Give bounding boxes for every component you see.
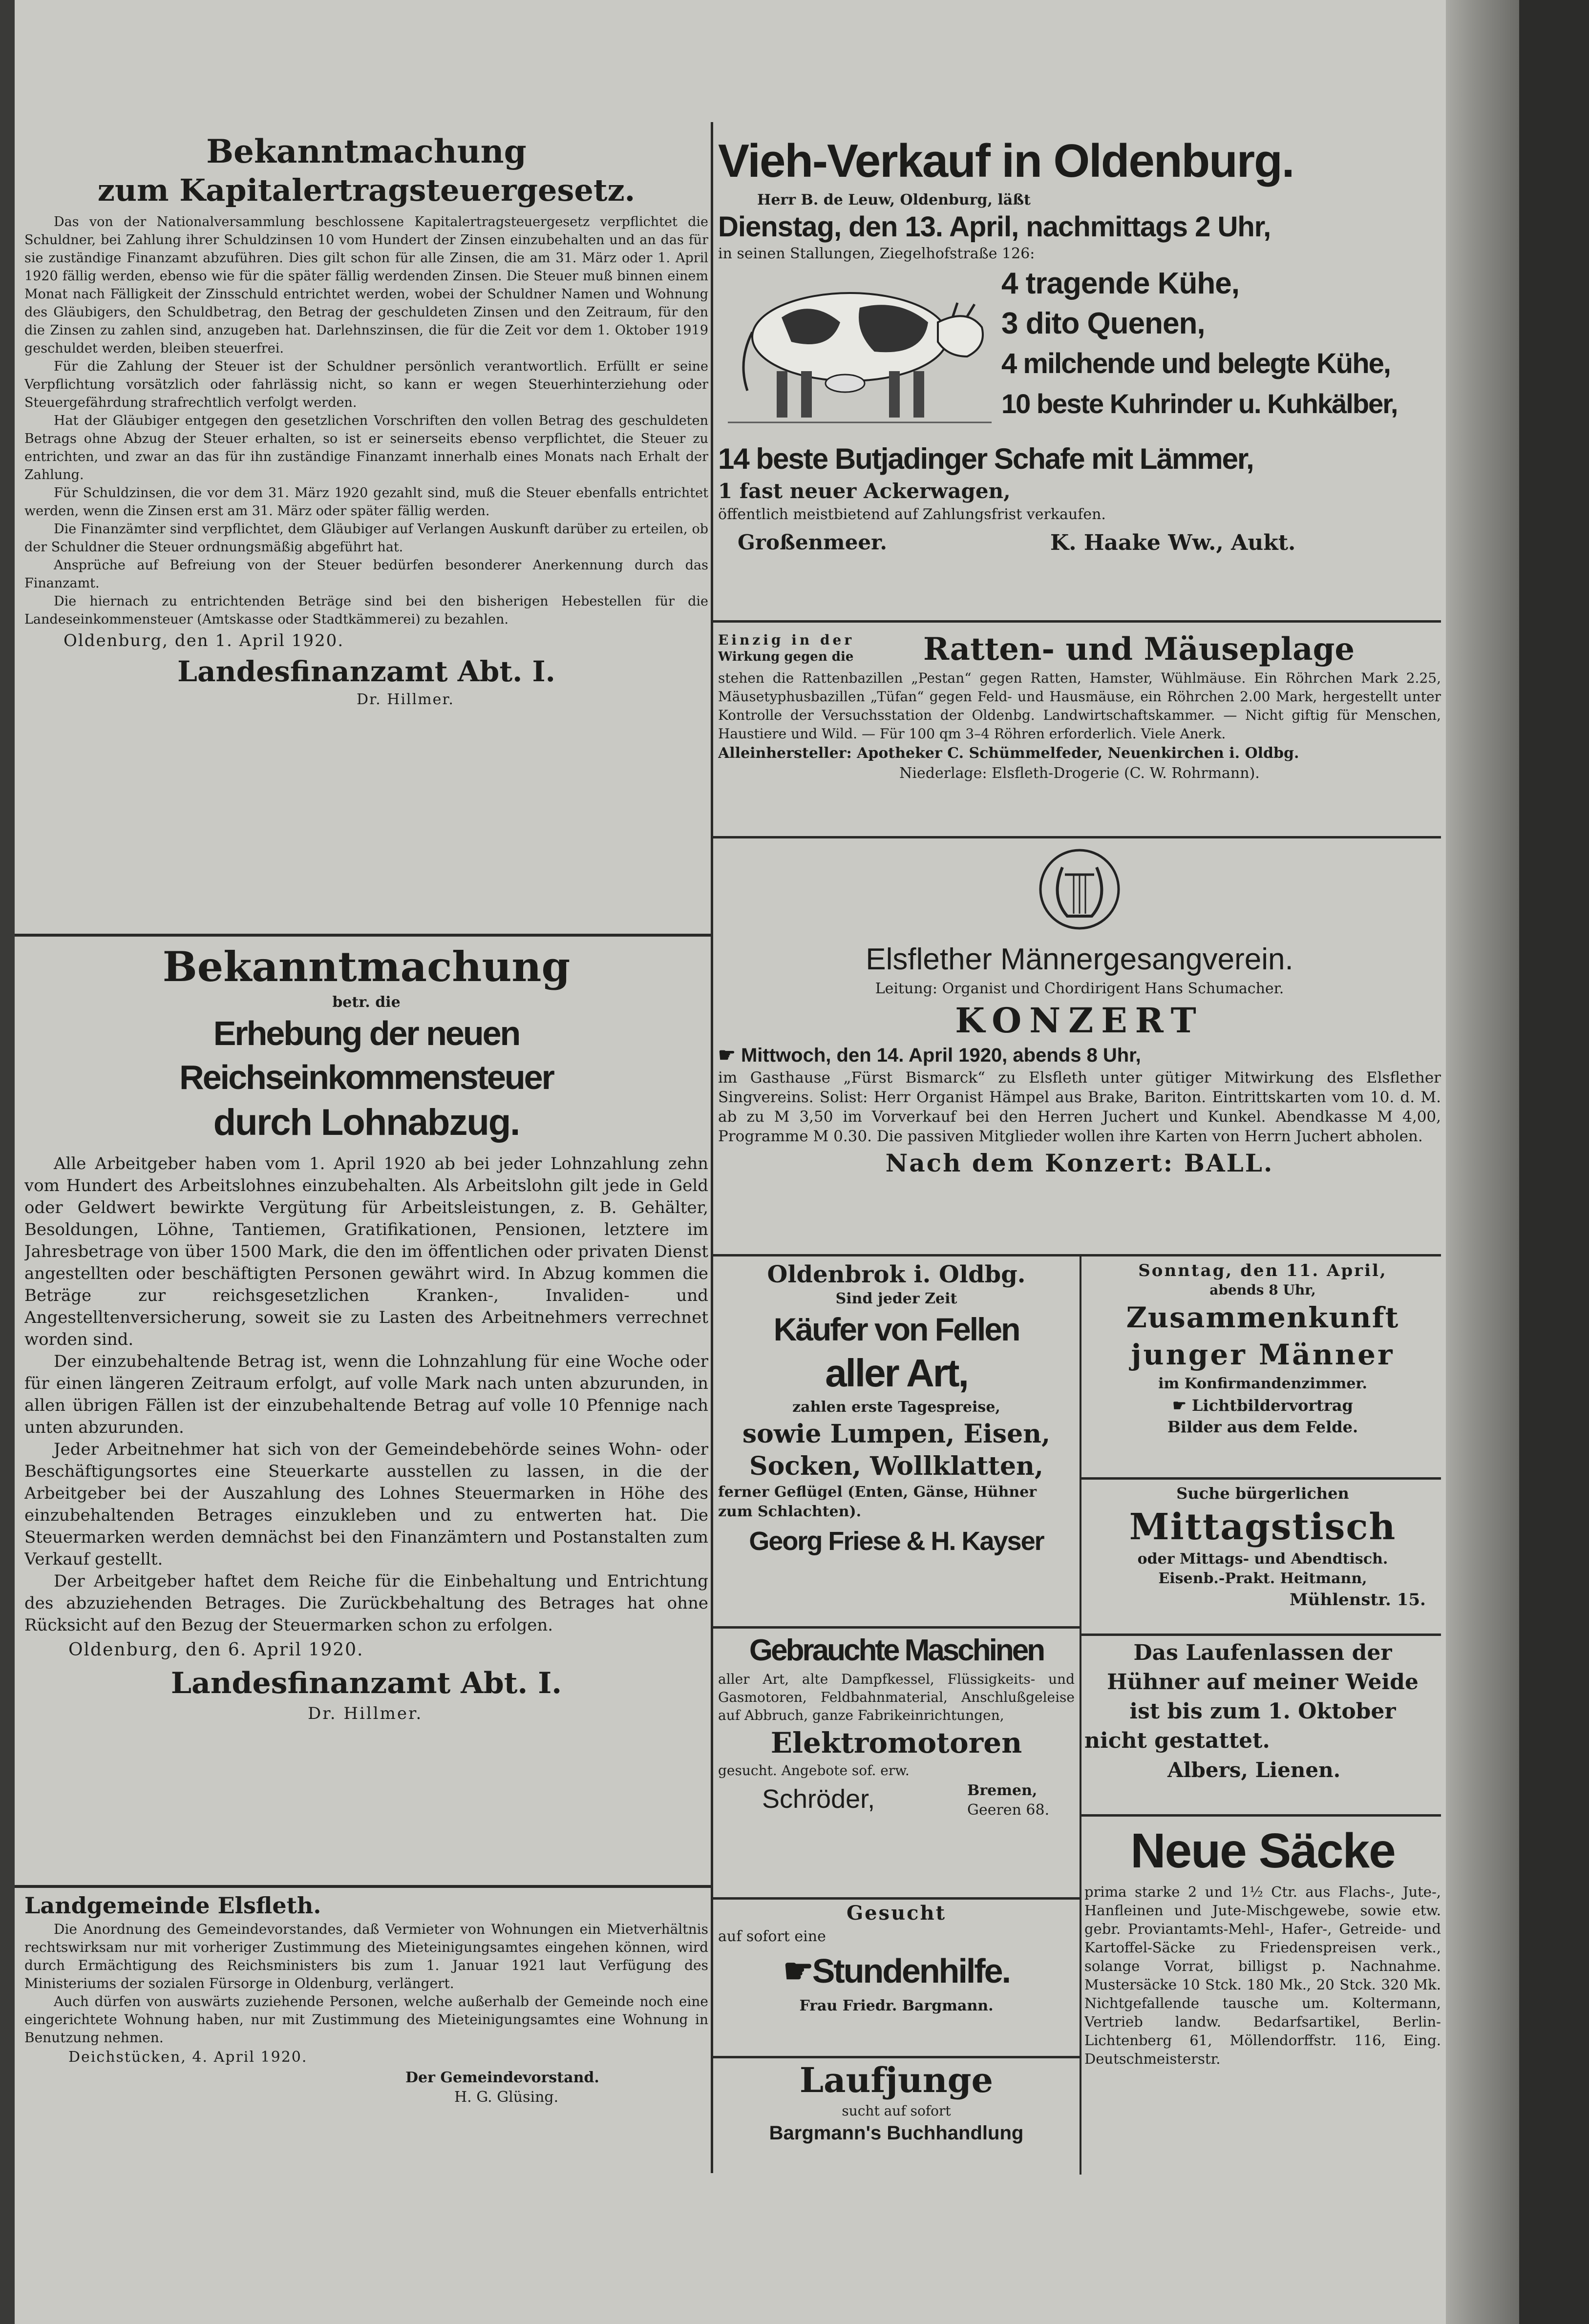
ad-sonntag bbox=[1084, 1260, 1441, 1475]
maschinen-motors: Elektromotoren bbox=[770, 1726, 1022, 1759]
mittag-who: Eisenb.-Prakt. Heitmann, bbox=[1158, 1570, 1367, 1587]
divider bbox=[1081, 1477, 1441, 1480]
paragraph: Der Arbeitgeber haftet dem Reiche für die Einbehaltung und Entrichtung des abzuziehenden Betrages. Die Zurückbehaltung des Betrages hat ohne Rücksicht auf den Bezug der Steuermarken schon zu erfolgen. bbox=[24, 1571, 708, 1635]
lyre-emblem bbox=[1036, 845, 1123, 933]
vieh-item-sheep: 14 beste Butjadinger Schafe mit Lämmer, bbox=[718, 442, 1253, 475]
huehner-text: Das Laufenlassen der bbox=[1133, 1640, 1392, 1665]
ad-mittagstisch bbox=[1084, 1482, 1441, 1633]
pointing-hand-icon: ☛ bbox=[783, 1952, 812, 1990]
maschinen-title: Gebrauchte Maschinen bbox=[749, 1633, 1044, 1667]
konzert-when bbox=[718, 1043, 1441, 1068]
vieh-intro: Herr B. de Leuw, Oldenburg, läßt bbox=[757, 191, 1031, 209]
notice3-signer: Der Gemeindevorstand. bbox=[405, 2069, 599, 2086]
huehner-text-4: nicht gestattet. bbox=[1084, 1728, 1270, 1753]
vieh-town: Großenmeer. bbox=[738, 530, 887, 554]
notice3-signer-name: H. G. Glüsing. bbox=[454, 2089, 559, 2106]
divider bbox=[713, 1626, 1080, 1629]
vieh-item-wagon: 1 fast neuer Ackerwagen, bbox=[718, 479, 1011, 503]
felle-place: Oldenbrok i. Oldbg. bbox=[767, 1261, 1026, 1288]
ratten-maker: Alleinhersteller: Apotheker C. Schümmelfeder, Neuenkirchen i. Oldbg. bbox=[718, 745, 1299, 762]
newspaper-page bbox=[15, 0, 1519, 2324]
notice2-subtitle-2: durch Lohnabzug. bbox=[213, 1102, 520, 1143]
stunden-head: Gesucht bbox=[846, 1902, 947, 1925]
mittag-sub: oder Mittags- und Abendtisch. bbox=[1137, 1550, 1388, 1568]
notice2-betr: betr. die bbox=[332, 994, 401, 1011]
notice1-date: Oldenburg, den 1. April 1920. bbox=[64, 631, 344, 650]
lauf-title: Laufjunge bbox=[799, 2060, 994, 2100]
vieh-auctioneer: K. Haake Ww., Aukt. bbox=[1050, 530, 1296, 555]
maschinen-city: Bremen, bbox=[967, 1782, 1038, 1799]
notice2-signer: Dr. Hillmer. bbox=[308, 1704, 423, 1723]
ad-saecke bbox=[1084, 1819, 1441, 2171]
divider bbox=[15, 1885, 711, 1888]
notice1-body bbox=[24, 213, 708, 628]
stunden-title: Stundenhilfe. bbox=[812, 1952, 1010, 1990]
pointing-hand-icon: ☛ bbox=[718, 1045, 741, 1066]
divider bbox=[1081, 1814, 1441, 1817]
sonntag-line: Sonntag, den 11. April, bbox=[1138, 1261, 1387, 1280]
paragraph: Der einzubehaltende Betrag ist, wenn die Lohnzahlung für eine Woche oder für einen längeren Zeitraum erfolgt, auf volle Mark nach unten abzurunden, in allen übrigen Fällen ist der einzubehaltende Betrag auf volle 10 Pfennige nach unten abzurunden. bbox=[24, 1352, 708, 1437]
notice1-office: Landesfinanzamt Abt. I. bbox=[177, 655, 555, 688]
stunden-sub: auf sofort eine bbox=[718, 1928, 826, 1945]
notice-reichseinkommensteuer bbox=[24, 940, 708, 1885]
vieh-terms: öffentlich meistbietend auf Zahlungsfrist verkaufen. bbox=[718, 506, 1106, 523]
notice3-date: Deichstücken, 4. April 1920. bbox=[68, 2049, 308, 2066]
stunden-title-row bbox=[718, 1947, 1075, 1995]
notice-landgemeinde bbox=[24, 1891, 708, 2155]
ratten-depot: Niederlage: Elsfleth-Drogerie (C. W. Rohrmann). bbox=[899, 765, 1260, 782]
felle-title-2: aller Art, bbox=[825, 1351, 968, 1395]
paragraph: Jeder Arbeitnehmer hat sich von der Gemeindebehörde seines Wohn- oder Beschäftigungsortes eine Steuerkarte ausstellen zu lassen, in die der Arbeitgeber bei der Auszahlung des Lohnes Steuermarken in Höhe des einzubehaltenden Betrages einzukleben und zu entwerten hat. Die Steuermarken werden demnächst bei den Finanzämtern und Postanstalten zum Verkauf gestellt. bbox=[24, 1440, 708, 1569]
maschinen-wanted: gesucht. Angebote sof. erw. bbox=[718, 1762, 910, 1779]
vieh-item: 3 dito Quenen, bbox=[1001, 307, 1205, 340]
sonntag-title-2: junger Männer bbox=[1131, 1338, 1395, 1371]
huehner-text-3: ist bis zum 1. Oktober bbox=[1129, 1699, 1396, 1724]
ad-vieh-verkauf bbox=[718, 132, 1441, 620]
cow-illustration bbox=[723, 264, 996, 430]
notice3-body bbox=[24, 1920, 708, 2047]
saecke-title: Neue Säcke bbox=[1130, 1823, 1395, 1878]
paragraph: Alle Arbeitgeber haben vom 1. April 1920 ab bei jeder Lohnzahlung zehn vom Hundert des Arbeitslohnes einzubehalten. Als Arbeitslohn gilt jede in Geld oder Geldwert bewirkte Vergütung für Arbeitsleistungen, z. B. Gehälter, Besoldungen, Löhne, Tantiemen, Gratifikationen, Pensionen, letztere im Jahresbetrage von über 1500 Mark, die den im öffentlichen oder privaten Dienst angestellten oder beschäftigten Personen gewährt wird. In Abzug kommen die Beträge zur reichsgesetzlichen Kranken-, Invaliden- und Angestelltenversicherung, soweit sie zu Lasten des Arbeitnehmers verrechnet worden sind. bbox=[24, 1154, 708, 1349]
saecke-text: prima starke 2 und 1½ Ctr. aus Flachs-, Jute-, Hanfleinen und Jute-Mischgewebe, sowie etw. gebr. Proviantamts-Mehl-, Hafer-, Getreide- und Kartoffel-Säcke zu Friedenspreisen verk., solange Vorrat, billigst p. Nachnahme. Mustersäcke 10 Stck. 180 Mk., 20 Stck. 320 Mk. Nichtgefallende tausche um. Koltermann, Vertrieb landw. Bedarfsartikel, Berlin-Lichtenberg 61, Möllendorffstr. 116, Eing. Deutschmeisterstr. bbox=[1084, 1884, 1441, 2067]
notice2-title: Bekanntmachung bbox=[162, 942, 571, 991]
konzert-when-text: Mittwoch, den 14. April 1920, abends 8 Uhr, bbox=[741, 1045, 1141, 1066]
felle-prices: zahlen erste Tagespreise, bbox=[792, 1399, 1000, 1416]
notice-kapitalertragsteuer bbox=[24, 132, 708, 933]
column-rule bbox=[711, 122, 713, 2173]
ratten-lead-2: Wirkung gegen die bbox=[718, 649, 854, 664]
vieh-item: 10 beste Kuhrinder u. Kuhkälber, bbox=[1001, 388, 1398, 419]
konzert-text: im Gasthause „Fürst Bismarck“ zu Elsfleth unter gütiger Mitwirkung des Elsflether Singvereins. Solist: Herr Organist Hämpel aus Brake, Bariton. Eintrittskarten vom 10. d. M. ab zu M 3,50 im Vorverkauf bei den Herren Juchert und Kunkel. Abendkasse M 4,00, Programme M 0.30. Die passiven Mitglieder wollen ihre Karten von Herrn Juchert abholen. bbox=[718, 1069, 1441, 1145]
sonntag-topic: Bilder aus dem Felde. bbox=[1167, 1418, 1358, 1436]
paragraph: Für die Zahlung der Steuer ist der Schuldner persönlich verantwortlich. Erfüllt er seine Verpflichtung vorsätzlich oder fahrlässig nicht, so kann er wegen Steuerhinterziehung oder Steuergefährdung strafrechtlich verfolgt werden. bbox=[24, 359, 708, 410]
huehner-who: Albers, Lienen. bbox=[1167, 1758, 1341, 1782]
notice2-body bbox=[24, 1153, 708, 1636]
notice2-office: Landesfinanzamt Abt. I. bbox=[170, 1666, 562, 1700]
felle-title: Käufer von Fellen bbox=[773, 1311, 1019, 1347]
mittag-title: Mittagstisch bbox=[1129, 1506, 1397, 1548]
konzert-leader: Leitung: Organist und Chordirigent Hans Schumacher. bbox=[875, 980, 1284, 997]
vieh-item: 4 milchende und belegte Kühe, bbox=[1001, 348, 1391, 379]
notice3-title: Landgemeinde Elsfleth. bbox=[24, 1892, 321, 1919]
ad-laufjunge bbox=[718, 2058, 1075, 2156]
divider bbox=[1081, 1633, 1441, 1636]
notice2-date: Oldenburg, den 6. April 1920. bbox=[68, 1640, 364, 1660]
ad-maschinen bbox=[718, 1631, 1075, 1895]
mittag-addr: Mühlenstr. 15. bbox=[1290, 1590, 1426, 1610]
notice1-title: Bekanntmachung bbox=[206, 132, 527, 170]
huehner-text-2: Hühner auf meiner Weide bbox=[1107, 1670, 1419, 1695]
divider bbox=[15, 934, 711, 937]
ratten-lead: Einzig in der bbox=[718, 632, 855, 648]
notice1-signer: Dr. Hillmer. bbox=[357, 691, 454, 708]
pointing-hand-icon: ☛ bbox=[1172, 1396, 1192, 1415]
notice1-subtitle: zum Kapitalertragsteuergesetz. bbox=[97, 172, 636, 208]
subcolumn-rule bbox=[1080, 1256, 1081, 2175]
ratten-title: Ratten- und Mäuseplage bbox=[923, 631, 1355, 668]
felle-line-3: ferner Geflügel (Enten, Gänse, Hühner zum Schlachten). bbox=[718, 1484, 1037, 1520]
sonntag-place: im Konfirmandenzimmer. bbox=[1158, 1375, 1367, 1392]
vieh-date: Dienstag, den 13. April, nachmittags 2 Uhr, bbox=[718, 211, 1271, 243]
neighbor-page-strip bbox=[0, 0, 15, 2324]
konzert-after: Nach dem Konzert: BALL. bbox=[885, 1149, 1274, 1177]
sonntag-line-2: abends 8 Uhr, bbox=[1209, 1282, 1316, 1298]
paragraph: Auch dürfen von auswärts zuziehende Personen, welche außerhalb der Gemeinde noch eine eingerichtete Wohnung haben, nur mit Zustimmung des Mieteinigungsamtes eine Wohnung in Benutzung nehmen. bbox=[24, 1993, 708, 2046]
divider bbox=[713, 620, 1441, 623]
mittag-lead: Suche bürgerlichen bbox=[1176, 1484, 1349, 1503]
konzert-club: Elsflether Männergesangverein. bbox=[866, 942, 1293, 976]
divider bbox=[713, 1254, 1441, 1256]
maschinen-street: Geeren 68. bbox=[967, 1801, 1050, 1819]
sonntag-title: Zusammenkunft bbox=[1126, 1301, 1399, 1334]
sonntag-talk-row bbox=[1084, 1395, 1441, 1416]
ad-konzert bbox=[718, 842, 1441, 1253]
konzert-title: KONZERT bbox=[955, 1000, 1204, 1041]
felle-line: sowie Lumpen, Eisen, bbox=[742, 1419, 1051, 1449]
vieh-item: 4 tragende Kühe, bbox=[1001, 267, 1239, 300]
maschinen-firm: Schröder, bbox=[762, 1784, 875, 1814]
paragraph: Für Schuldzinsen, die vor dem 31. März 1920 gezahlt sind, muß die Steuer ebenfalls entrichtet werden, wenn die Zinsen erst am 31. März oder später fällig werden. bbox=[24, 485, 708, 519]
ad-huehner bbox=[1084, 1638, 1441, 1814]
paragraph: Die hiernach zu entrichtenden Beträge sind bei den bisherigen Hebestellen für die Landeseinkommensteuer (Amtskasse oder Stadtkämmerei) zu bezahlen. bbox=[24, 594, 708, 627]
paragraph: Das von der Nationalversammlung beschlossene Kapitalertragsteuergesetz verpflichtet die Schuldner, bei Zahlung ihrer Schuldzinsen 10 vom Hundert der Zinsen einzubehalten und an das für sie zuständige Finanzamt abzuführen. Dies gilt schon für alle Zinsen, die am 31. März oder 1. April 1920 fällig werden, ebenso wie für die später fällig werdenden Zinsen. Die Steuer muß binnen einem Monat nach Fälligkeit der Zinsschuld entrichtet werden, wobei der Schuldner Namen und Wohnung des Gläubigers, den Schuldbetrag, den Betrag der geschuldeten Zinsen und den Zeitraum, für den die Zinsen zu zahlen sind, anzugeben hat. Darlehnszinsen, die für die Zeit vor dem 1. Oktober 1919 geschuldet werden, bleiben steuerfrei. bbox=[24, 214, 708, 356]
paragraph: Die Anordnung des Gemeindevorstandes, daß Vermieter von Wohnungen ein Mietverhältnis rechtswirksam nur mit vorheriger Zustimmung des Mieteinigungsamtes eingehen können, wird durch Ermächtigung des Reichsministers bis zum 1. Januar 1921 laut Verfügung des Ministeriums der sozialen Fürsorge in Oldenburg, verlängert. bbox=[24, 1921, 708, 1991]
lauf-sub: sucht auf sofort bbox=[842, 2103, 951, 2119]
ratten-text: stehen die Rattenbazillen „Pestan“ gegen Ratten, Hamster, Wühlmäuse. Ein Röhrchen Mark 2.25, Mäusetyphusbazillen „Tüfan“ gegen Feld- und Hausmäuse, ein Röhrchen 2.00 Mark, hergestellt unter Kontrolle der Versuchsstation der Oldenbg. Landwirtschaftskammer. — Nicht giftig für Menschen, Haustiere und Wild. — Für 100 qm 3–4 Röhren erforderlich. Viele Anerk. bbox=[718, 670, 1441, 742]
notice2-subtitle: Erhebung der neuen Reichseinkommensteuer bbox=[179, 1014, 553, 1096]
felle-always: Sind jeder Zeit bbox=[835, 1290, 957, 1307]
lauf-firm: Bargmann's Buchhandlung bbox=[769, 2122, 1024, 2144]
divider bbox=[713, 836, 1441, 838]
vieh-title: Vieh-Verkauf in Oldenburg. bbox=[718, 135, 1294, 187]
stunden-who: Frau Friedr. Bargmann. bbox=[799, 1997, 994, 2014]
ad-stundenhilfe bbox=[718, 1900, 1075, 2056]
felle-firm: Georg Friese & H. Kayser bbox=[749, 1527, 1044, 1556]
page-edge-shadow bbox=[1446, 0, 1519, 2324]
vieh-place: in seinen Stallungen, Ziegelhofstraße 126: bbox=[718, 245, 1035, 262]
paragraph: Hat der Gläubiger entgegen den gesetzlichen Vorschriften den vollen Betrag des geschuldeten Betrags ohne Abzug der Steuer erhalten, so ist er seinerseits ebenso verpflichtet, die Steuer zu entrichten, und zwar an das für ihn zuständige Finanzamt innerhalb eines Monats nach Erhalt der Zahlung. bbox=[24, 413, 708, 482]
paragraph: Ansprüche auf Befreiung von der Steuer bedürfen besonderer Anerkennung durch das Finanzamt. bbox=[24, 558, 708, 591]
paragraph: Die Finanzämter sind verpflichtet, dem Gläubiger auf Verlangen Auskunft darüber zu erteilen, ob der Schuldner die Steuer ordnungsmäßig abgeführt hat. bbox=[24, 522, 708, 555]
ad-ratten bbox=[718, 630, 1441, 835]
ad-felle bbox=[718, 1260, 1075, 1621]
sonntag-talk: Lichtbildervortrag bbox=[1191, 1396, 1353, 1415]
maschinen-text: aller Art, alte Dampfkessel, Flüssigkeits- und Gasmotoren, Feldbahnmaterial, Anschlußgeleise auf Abbruch, ganze Fabrikeinrichtungen, bbox=[718, 1671, 1075, 1723]
felle-line-2: Socken, Wollklatten, bbox=[749, 1451, 1043, 1481]
